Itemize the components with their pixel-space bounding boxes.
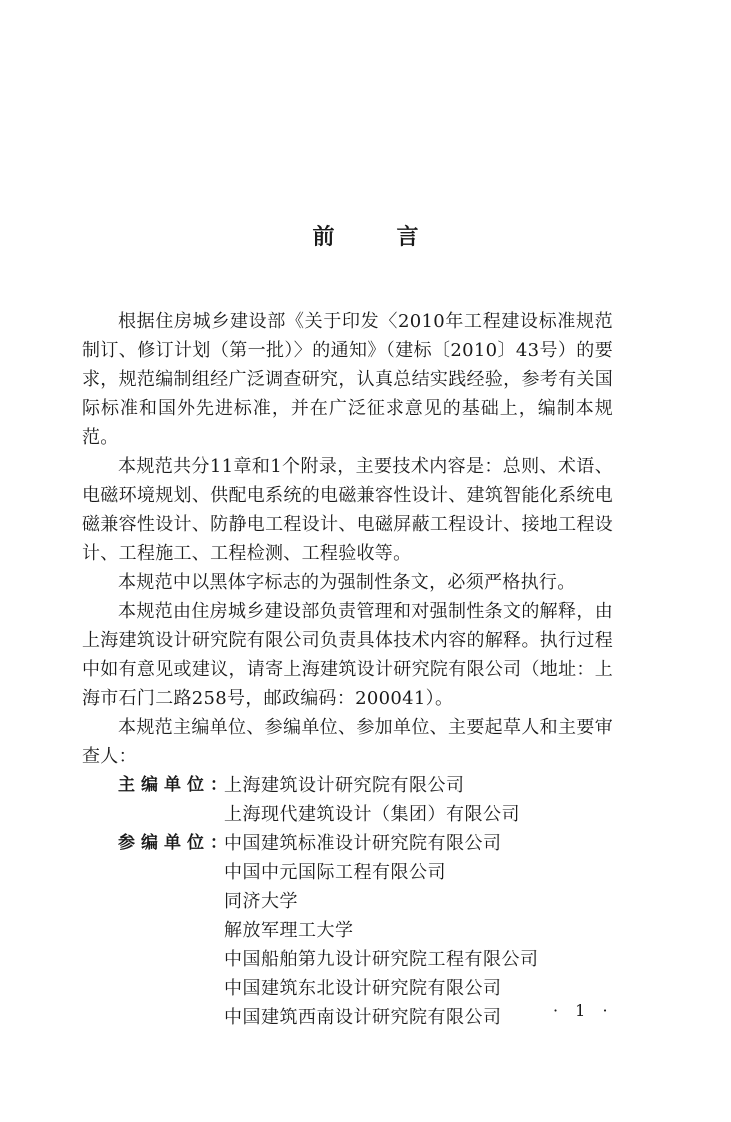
unit-label: 主编单位： [118, 775, 233, 795]
page-title [0, 220, 731, 251]
unit-row [82, 974, 613, 1003]
unit-row [82, 800, 613, 829]
unit-value: 上海现代建筑设计（集团）有限公司 [224, 804, 520, 825]
unit-row [82, 858, 613, 887]
unit-label: 参编单位： [118, 833, 233, 853]
unit-value: 中国建筑标准设计研究院有限公司 [224, 833, 502, 854]
unit-value: 中国建筑东北设计研究院有限公司 [224, 978, 502, 999]
unit-value: 同济大学 [224, 891, 298, 912]
unit-row-participating [82, 829, 613, 858]
paragraph-mandatory: 本规范中以黑体字标志的为强制性条文，必须严格执行。 [118, 572, 576, 593]
paragraph-management: 本规范由住房城乡建设部负责管理和对强制性条文的解释，由上海建筑设计研究院有限公司负责具体技术内容的解释。执行过程中如有意见或建议，请寄上海建筑设计研究院有限公司（地址：上海市石门二路258号，邮政编码：200041）。 [82, 601, 613, 709]
unit-row [82, 887, 613, 916]
title-char-1: 前 [312, 225, 335, 250]
title-char-2: 言 [396, 225, 419, 250]
unit-value: 中国建筑西南设计研究院有限公司 [224, 1007, 502, 1028]
unit-row [82, 1003, 613, 1032]
unit-value: 中国中元国际工程有限公司 [224, 862, 446, 883]
unit-row [82, 916, 613, 945]
paragraph-contents: 本规范共分11章和1个附录，主要技术内容是：总则、术语、电磁环境规划、供配电系统的电磁兼容性设计、建筑智能化系统电磁兼容性设计、防静电工程设计、电磁屏蔽工程设计、接地工程设计、工程施工、工程检测、工程验收等。 [82, 456, 613, 564]
unit-value: 中国船舶第九设计研究院工程有限公司 [224, 949, 539, 970]
unit-value: 解放军理工大学 [224, 920, 354, 941]
unit-value: 上海建筑设计研究院有限公司 [224, 775, 465, 796]
paragraph-basis: 根据住房城乡建设部《关于印发〈2010年工程建设标准规范制订、修订计划（第一批）〉的通知》（建标〔2010〕43号）的要求，规范编制组经广泛调查研究，认真总结实践经验，参考有关国际标准和国外先进标准，并在广泛征求意见的基础上，编制本规范。 [82, 311, 613, 448]
unit-row [82, 945, 613, 974]
units-list [82, 771, 613, 1032]
page-number: · 1 · [553, 1001, 614, 1020]
preface-body [82, 307, 613, 1032]
unit-row-chief [82, 771, 613, 800]
paragraph-units-intro: 本规范主编单位、参编单位、参加单位、主要起草人和主要审查人： [82, 717, 613, 767]
